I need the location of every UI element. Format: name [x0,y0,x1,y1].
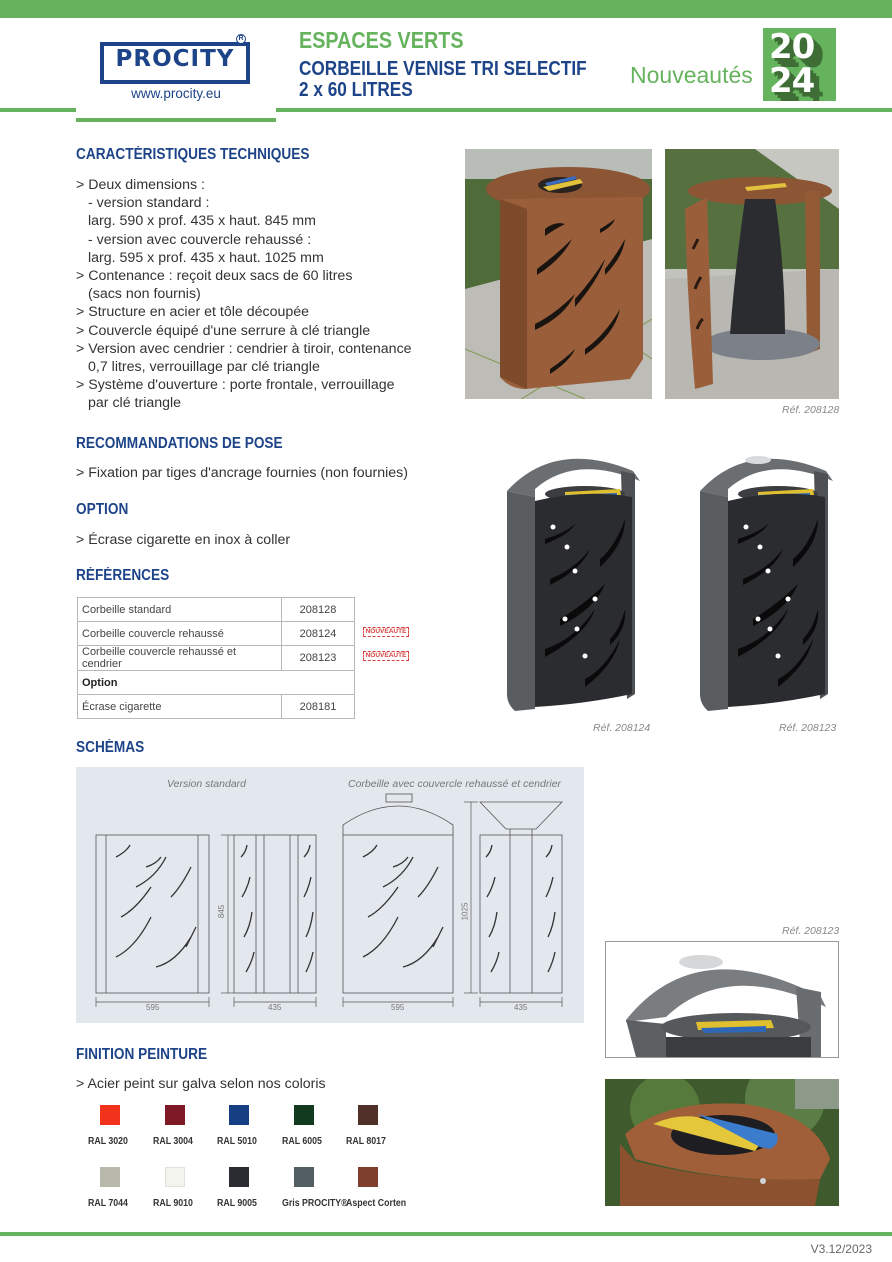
photo-ref-caption: Réf. 208123 [779,722,837,734]
ref-name: Corbeille couvercle rehaussé et cendrier [78,646,282,671]
ref-name: Corbeille standard [78,598,282,622]
spec-line: - version standard : [88,195,210,212]
year-bottom: 24 [769,61,815,101]
schemas-panel [76,767,584,1023]
year-badge [763,28,836,101]
finition-text: > Acier peint sur galva selon nos coloris [76,1076,326,1092]
color-swatch[interactable] [100,1167,120,1187]
color-swatch-label: RAL 6005 [281,1136,322,1147]
photo-rehausse [505,449,645,714]
photo-ref-caption: Réf. 208124 [593,722,651,734]
category-title: ESPACES VERTS [299,27,464,53]
section-title-caracteristiques: CARACTÉRISTIQUES TECHNIQUES [76,146,310,163]
section-title-option: OPTION [76,501,129,518]
ref-code: 208181 [282,695,355,719]
photo-rehausse-cendrier [698,449,838,714]
product-title-line1: CORBEILLE VENISE TRI SELECTIF [299,58,587,80]
section-title-finition: FINITION PEINTURE [76,1046,208,1063]
dim-height-standard: 845 [217,904,227,919]
color-swatch-label: RAL 9005 [217,1198,257,1209]
table-row [78,695,355,719]
schema-drawings [76,767,584,1023]
dim-depth-standard: 435 [268,1003,282,1012]
color-swatch-label: RAL 5010 [217,1136,257,1147]
spec-line: - version avec couvercle rehaussé : [88,231,312,248]
top-green-bar [0,0,892,18]
spec-line: > Version avec cendrier : cendrier à tiroir, contenance [76,340,412,357]
ref-code: 208124 [282,622,355,646]
photo-cendrier-detail [605,941,839,1058]
color-swatch[interactable] [294,1105,314,1125]
website-link[interactable]: www.procity.eu [131,86,221,101]
logo-brand: PROCITY [115,46,235,72]
color-swatch[interactable] [165,1167,185,1187]
color-swatch[interactable] [229,1105,249,1125]
dim-width-standard: 595 [146,1003,160,1012]
color-swatch-label: Aspect Corten [346,1198,407,1209]
color-swatch[interactable] [165,1105,185,1125]
option-text: > Écrase cigarette en inox à coller [76,532,291,548]
dim-depth-rehausse: 435 [514,1003,528,1012]
photo-corten-detail [605,1079,839,1206]
photo-standard-closed [465,149,652,399]
dim-height-rehausse: 1025 [460,902,470,921]
year-top: 20 [769,28,815,67]
product-title-line2: 2 x 60 LITRES [299,79,413,101]
registered-mark-icon: R [236,34,246,44]
spec-line: > Deux dimensions : [76,177,205,193]
section-title-references: RÉFÉRENCES [76,567,170,584]
table-row [78,622,355,646]
color-swatch-label: RAL 3004 [152,1136,193,1147]
spec-line: 0,7 litres, verrouillage par clé triangle [88,359,320,376]
table-row-option-header [78,671,355,695]
header-divider-right [276,108,892,112]
color-swatch-label: Gris PROCITY® [281,1198,348,1209]
color-swatch[interactable] [100,1105,120,1125]
color-swatch-label: RAL 7044 [88,1198,128,1209]
schema-caption-rehausse: Corbeille avec couvercle rehaussé et cendrier [348,778,562,790]
ref-code: 208123 [282,646,355,671]
new-badge: NOUVEAUTÉ [363,651,409,661]
photo-ref-caption: Réf. 208123 [782,925,840,937]
section-title-pose: RECOMMANDATIONS DE POSE [76,435,283,452]
color-swatch[interactable] [294,1167,314,1187]
color-swatch[interactable] [358,1105,378,1125]
ref-code: 208128 [282,598,355,622]
spec-line: par clé triangle [88,395,182,412]
procity-logo[interactable] [100,35,252,86]
header-divider-logo [76,118,276,122]
product-title [299,59,587,101]
pose-text: > Fixation par tiges d'ancrage fournies (non fournies) [76,465,408,481]
dim-width-rehausse: 595 [391,1003,405,1012]
spec-line: larg. 590 x prof. 435 x haut. 845 mm [88,213,316,230]
document-version: V3.12/2023 [810,1242,872,1256]
color-swatch[interactable] [358,1167,378,1187]
color-swatch-label: RAL 9010 [152,1198,193,1209]
spec-line: > Système d'ouverture : porte frontale, verrouillage [76,377,395,394]
option-header: Option [78,671,355,695]
references-table [77,597,355,719]
spec-line: larg. 595 x prof. 435 x haut. 1025 mm [88,249,324,266]
schema-caption-standard: Version standard [167,778,246,790]
ref-name: Écrase cigarette [78,695,282,719]
bottom-green-bar [0,1232,892,1236]
table-row [78,646,355,671]
color-swatch[interactable] [229,1167,249,1187]
header-divider-left [0,108,76,112]
photo-ref-caption: Réf. 208128 [782,404,840,416]
color-swatch-label: RAL 3020 [88,1136,128,1147]
color-swatch-label: RAL 8017 [346,1136,386,1147]
section-title-schemas: SCHÉMAS [76,739,145,756]
spec-line: > Contenance : reçoit deux sacs de 60 litres [76,268,353,285]
new-products-label: Nouveautés [630,62,753,88]
ref-name: Corbeille couvercle rehaussé [78,622,282,646]
spec-line: (sacs non fournis) [88,286,201,303]
new-badge: NOUVEAUTÉ [363,627,409,637]
photo-standard-open [665,149,839,399]
caracteristiques-list [76,176,412,413]
spec-line: > Couvercle équipé d'une serrure à clé triangle [76,322,371,339]
spec-line: > Structure en acier et tôle découpée [76,304,310,321]
table-row [78,598,355,622]
